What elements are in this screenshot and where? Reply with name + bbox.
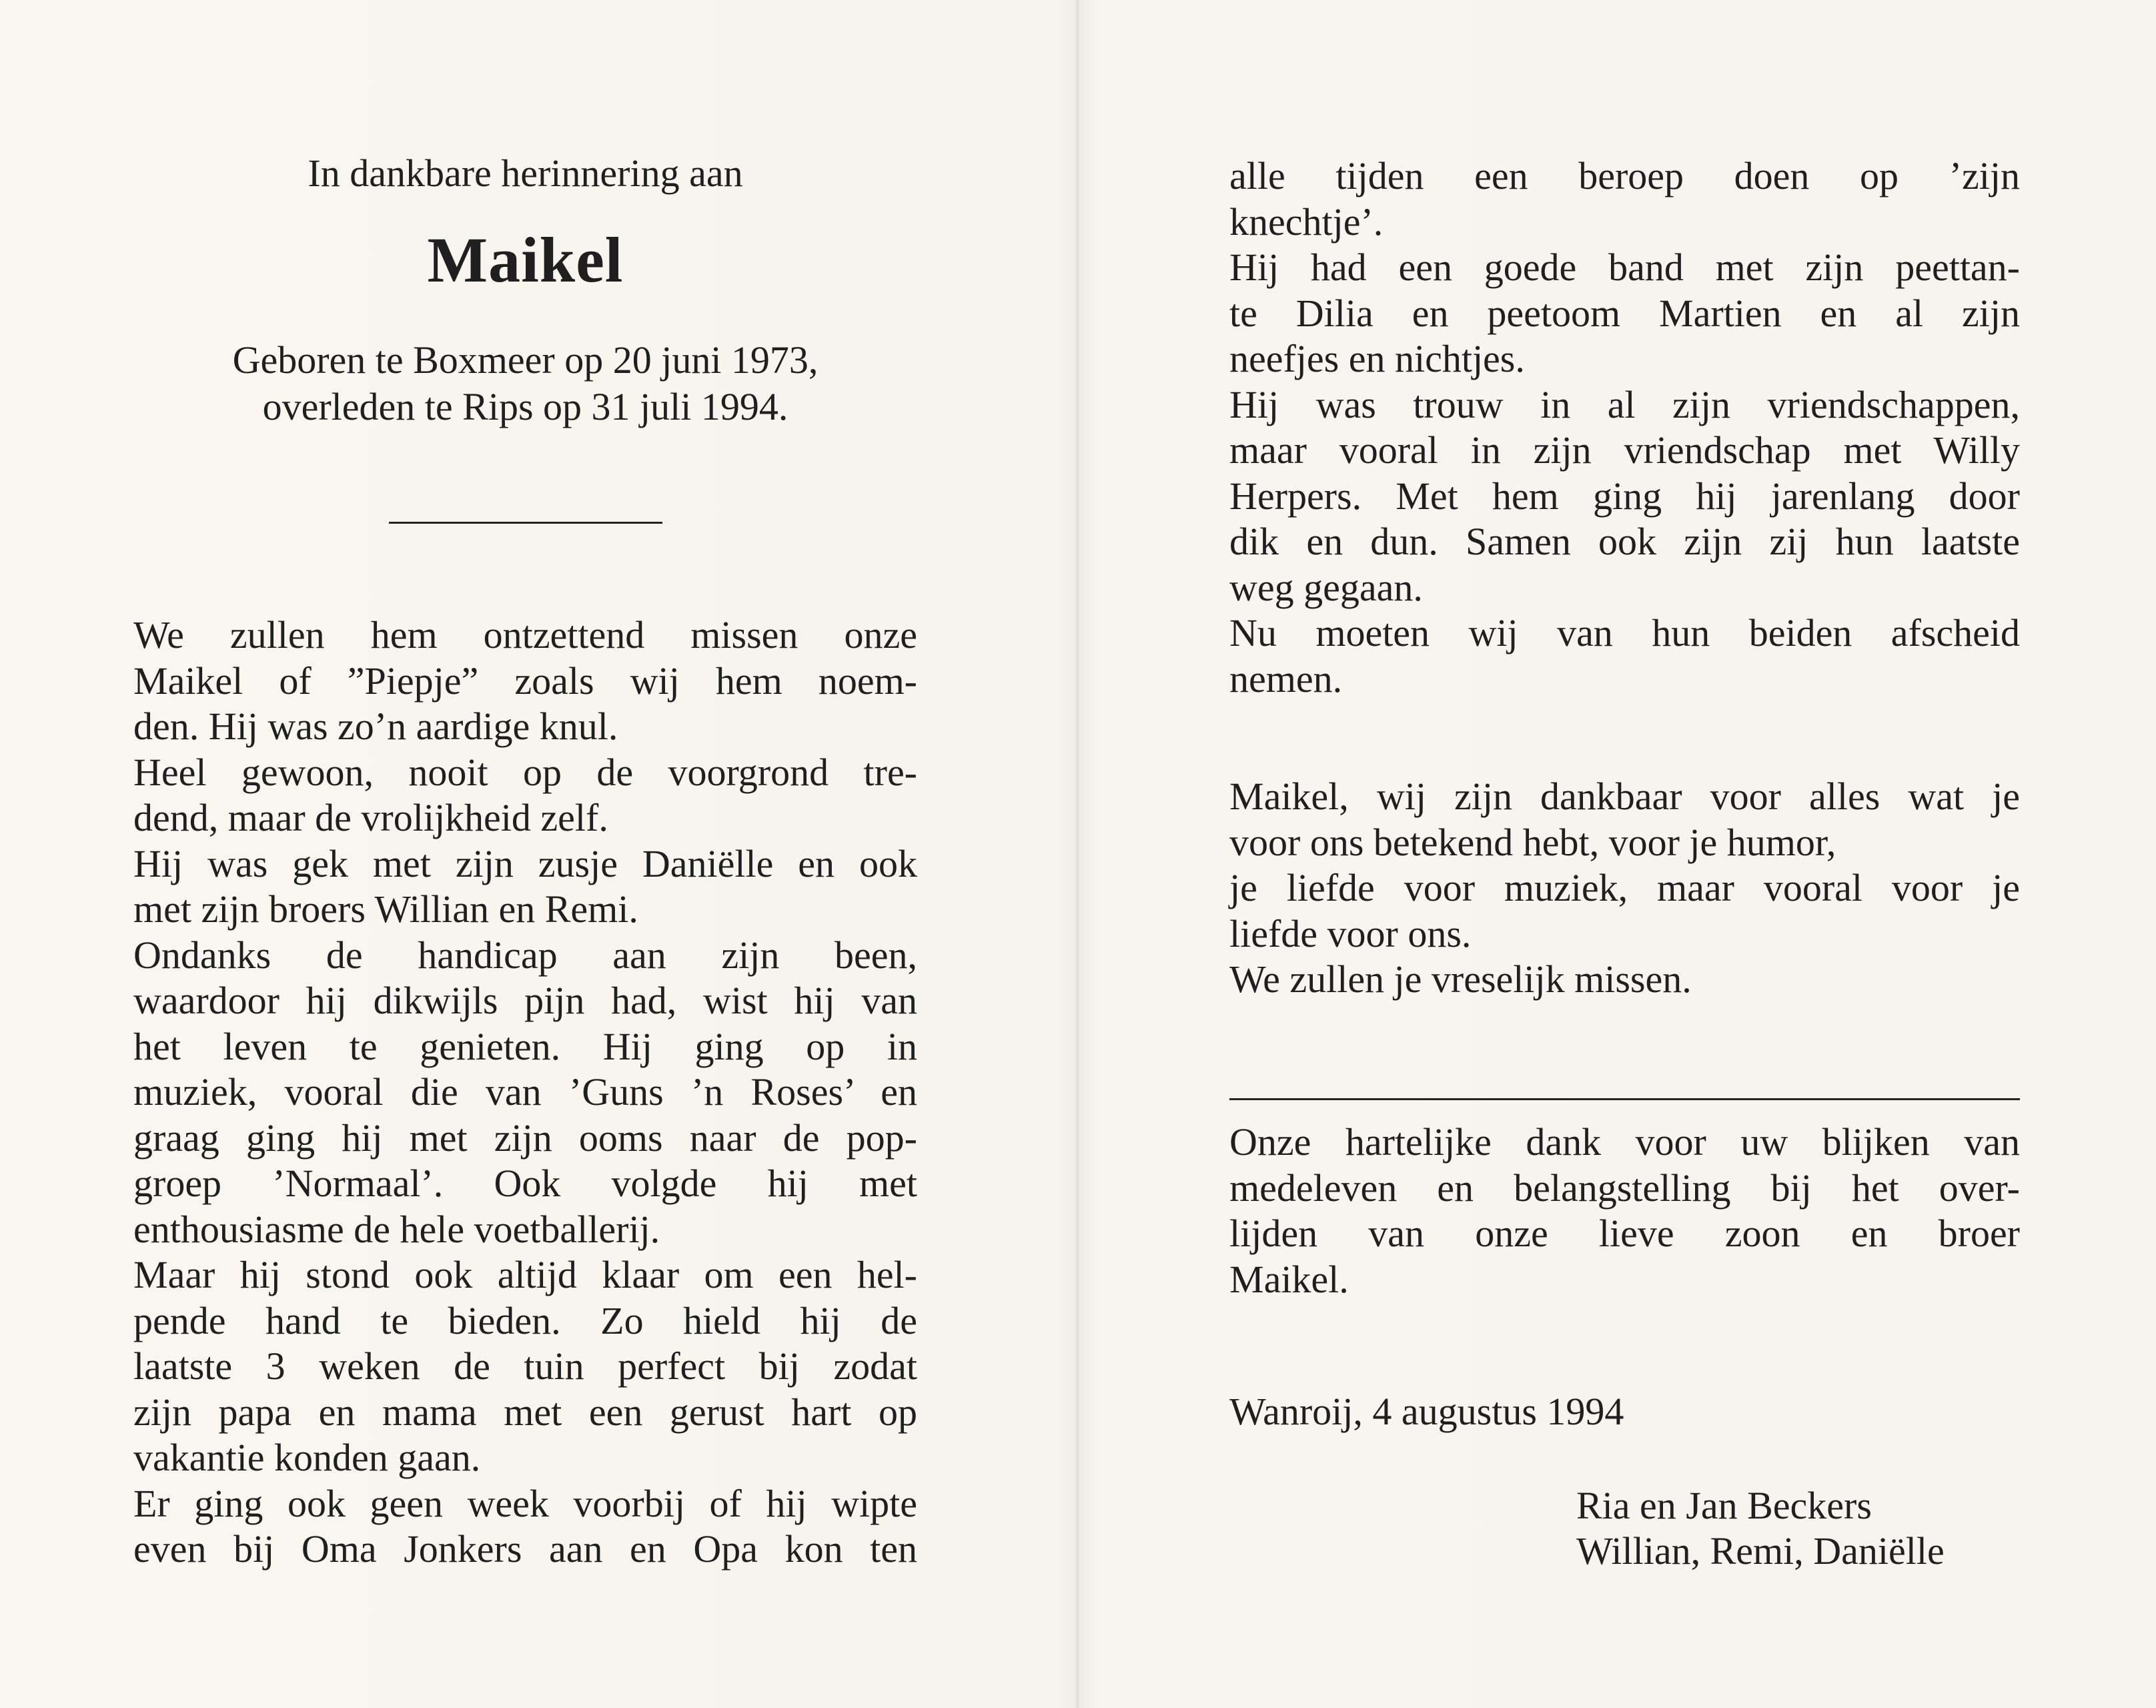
body-line: Ondanks de handicap aan zijn been, xyxy=(133,933,917,977)
body-line: We zullen hem ontzettend missen onze xyxy=(133,613,917,657)
body-line: nemen. xyxy=(1229,657,1343,701)
body-line: maar vooral in zijn vriendschap met Willy xyxy=(1229,428,2020,472)
body-line: neefjes en nichtjes. xyxy=(1229,337,1525,380)
thanks-paragraph xyxy=(1229,774,2020,1003)
body-line: den. Hij was zo’n aardige knul. xyxy=(133,705,618,748)
body-line: dend, maar de vrolijkheid zelf. xyxy=(133,796,608,839)
body-line: waardoor hij dikwijls pijn had, wist hij van xyxy=(133,979,917,1022)
body-line: vakantie konden gaan. xyxy=(133,1436,481,1479)
body-line: muziek, vooral die van ’Guns ’n Roses’ en xyxy=(133,1070,917,1114)
body-line: te Dilia en peetoom Martien en al zijn xyxy=(1229,291,2020,335)
closing-line: Onze hartelijke dank voor uw blijken van xyxy=(1229,1120,2020,1164)
body-line: dik en dun. Samen ook zijn zij hun laatste xyxy=(1229,520,2020,563)
thanks-line: voor ons betekend hebt, voor je humor, xyxy=(1229,820,1836,864)
body-line: Nu moeten wij van hun beiden afscheid xyxy=(1229,611,2020,655)
body-line: Hij was gek met zijn zusje Daniëlle en ook xyxy=(133,841,917,885)
body-line: weg gegaan. xyxy=(1229,565,1423,609)
thanks-line: je liefde voor muziek, maar vooral voor je xyxy=(1229,866,2020,909)
right-panel xyxy=(1229,0,2020,1708)
body-line: Maikel of ”Piepje” zoals wij hem noem- xyxy=(133,659,917,703)
body-line: groep ’Normaal’. Ook volgde hij met xyxy=(133,1162,917,1205)
signature-line: Willian, Remi, Daniëlle xyxy=(1576,1529,1945,1573)
body-line: Hij had een goede band met zijn peettan- xyxy=(1229,246,2020,289)
intro-text: In dankbare herinnering aan xyxy=(308,151,743,195)
closing-line: medeleven en belangstelling bij het over- xyxy=(1229,1166,2020,1210)
body-line: zijn papa en mama met een gerust hart op xyxy=(133,1390,917,1434)
body-line: even bij Oma Jonkers aan en Opa kon ten xyxy=(133,1527,917,1571)
body-line: Er ging ook geen week voorbij of hij wipte xyxy=(133,1481,917,1525)
thanks-line: liefde voor ons. xyxy=(1229,911,1472,955)
closing-line: Maikel. xyxy=(1229,1257,1349,1301)
body-line: met zijn broers Willian en Remi. xyxy=(133,887,638,931)
body-line: pende hand te bieden. Zo hield hij de xyxy=(133,1298,917,1342)
birth-line: Geboren te Boxmeer op 20 juni 1973, xyxy=(232,338,819,382)
signatures xyxy=(1576,1483,1945,1574)
closing-line: lijden van onze lieve zoon en broer xyxy=(1229,1212,2020,1255)
short-divider xyxy=(389,522,662,524)
long-divider xyxy=(1229,1098,2020,1100)
thanks-line: We zullen je vreselijk missen. xyxy=(1229,957,1692,1001)
deceased-name: Maikel xyxy=(427,224,624,296)
body-line: Hij was trouw in al zijn vriendschappen, xyxy=(1229,382,2020,426)
body-line: het leven te genieten. Hij ging op in xyxy=(133,1024,917,1068)
body-line: Heel gewoon, nooit op de voorgrond tre- xyxy=(133,750,917,794)
body-line: Maar hij stond ook altijd klaar om een hel- xyxy=(133,1253,917,1296)
thanks-line: Maikel, wij zijn dankbaar voor alles wat je xyxy=(1229,775,2020,818)
body-line: laatste 3 weken de tuin perfect bij zodat xyxy=(133,1344,917,1388)
body-line: graag ging hij met zijn ooms naar de pop- xyxy=(133,1116,917,1160)
left-body-text xyxy=(133,612,917,1573)
body-line: knechtje’. xyxy=(1229,199,1384,244)
left-panel xyxy=(133,0,917,1708)
right-body-text xyxy=(1229,153,2020,702)
closing-paragraph xyxy=(1229,1120,2020,1302)
signature-line: Ria en Jan Beckers xyxy=(1576,1484,1872,1527)
card-fold xyxy=(1075,0,1079,1708)
place-date: Wanroij, 4 augustus 1994 xyxy=(1229,1390,1624,1433)
body-line: Herpers. Met hem ging hij jarenlang door xyxy=(1229,474,2020,518)
body-line: alle tijden een beroep doen op ’zijn xyxy=(1229,154,2020,197)
body-line: enthousiasme de hele voetballerij. xyxy=(133,1207,660,1251)
death-line: overleden te Rips op 31 juli 1994. xyxy=(262,385,788,428)
